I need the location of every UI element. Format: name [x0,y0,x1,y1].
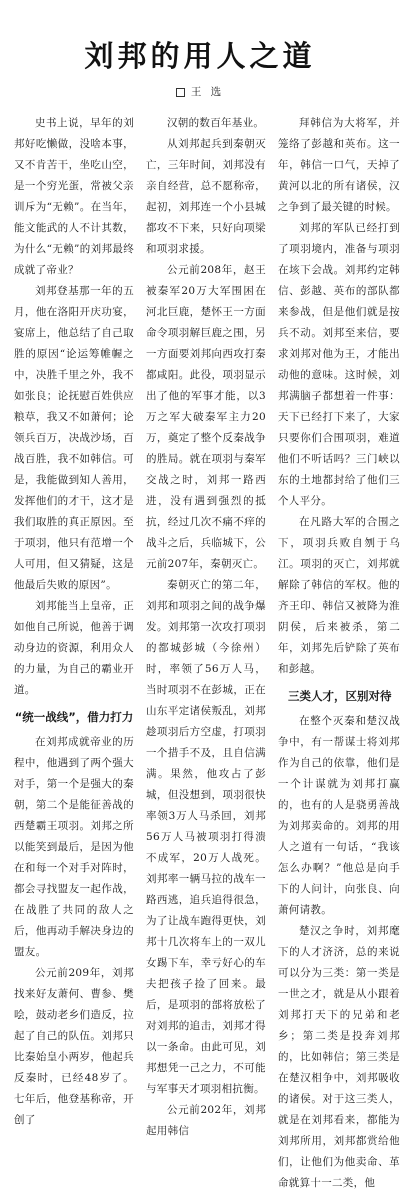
paragraph: 秦朝灭亡的第二年，刘邦和项羽之间的战争爆发。刘邦第一次攻打项羽的都城彭城（今徐州）时，率领了56万人马，当时项羽不在彭城，正在山东平定诸侯叛乱，刘邦趁项羽后方空虚，打项羽一个措手不及，且自信满满。果然，他攻占了彭城，但没想到，项羽很快率领3万人马杀回，刘邦56万人马被项羽打得溃不成军，20万人战死。刘邦率一辆马拉的战车一路西逃，追兵追得很急，为了让战车跑得更快，刘邦十几次将车上的一双儿女踢下车，幸亏好心的车夫把孩子捡了回来。最后，是项羽的部将放松了对刘邦的追击，刘邦才得以一条命。由此可见，刘邦想凭一己之力，不可能与军事天才项羽相抗衡。 [146,579,266,1095]
author-name: 王 选 [190,86,225,98]
paragraph: 从刘邦起兵到秦朝灭亡，三年时间，刘邦没有亲自经营，总不愿称帝，起初，刘邦连一个小县城都攻不下来，只好向项梁和项羽求援。 [146,138,266,255]
paragraph: 刘邦登基那一年的五月，他在洛阳开庆功宴，宴席上，他总结了自己取胜的原因“论运筹帷幄之中，决胜千里之外，我不如张良；论抚慰百姓供应粮草，我又不如萧何；论领兵百万，决战沙场，百战百胜，我不如韩信。可是，我能做到知人善用，发挥他们的才干，这才是我们取胜的真正原因。至于项羽，他只有范增一个人可用，但又猜疑，这是他最后失败的原因”。 [14,285,134,591]
article-column-1 [14,113,134,1131]
paragraph: 汉朝的数百年基业。 [167,117,265,129]
paragraph: 刘邦的军队已经打到了项羽境内，准备与项羽在垓下会战。刘邦约定韩信、彭越、英布的部队都来参战，但是他们就是按兵不动。刘邦至来信，要求刘邦对他为王，才能出动他的意味。这时候，刘邦满脑子都想着一件事：天下已经打下来了，大家只要你们合围项羽，难道他们不听话吗？三门峡以东的土地都封给了他们三个人平分。 [278,222,400,507]
article-title: 刘邦的用人之道 [84,39,316,73]
paragraph: 在整个灭秦和楚汉战争中，有一帮谋士将刘邦作为自己的依靠，他们是一个计谋就为刘邦打赢的，也有的人是骁勇善战为刘邦卖命的。刘邦的用人之道有一句话，“我该怎么办啊？”他总是向手下的人问计，向张良、向萧何请教。 [278,715,400,916]
paragraph: 楚汉之争时，刘邦麾下的人才济济，总的来说可以分为三类：第一类是一世之才，就是从小跟着刘邦打天下的兄弟和老乡；第二类是投奔刘邦的，比如韩信；第三类是在楚汉相争中，刘邦吸收的诸侯。对于这三类人，就是在刘邦看来，都能为刘邦所用，刘邦都赏给他们，让他们为他卖命、革命就算十一二类，他 [278,925,400,1189]
article-column-3 [278,113,400,1194]
paragraph: 在凡路大军的合围之下，项羽兵败自刎于乌江。项羽的灭亡，刘邦就解除了韩信的军权。他的齐王印、韩信又被降为淮阴侯，后来被杀，第二年，刘邦先后铲除了英布和彭越。 [278,516,400,675]
paragraph: 刘邦能当上皇帝，正如他自己所说，他善于调动身边的资源，利用众人的力量，为自己的霸业开道。 [14,600,134,696]
section-heading: 三类人才，区别对待 [288,689,392,703]
paragraph: 公元前209年，刘邦找来好友萧何、曹参、樊哙，鼓动老乡们造反，拉起了自己的队伍。刘邦只比秦始皇小两岁，他起兵反秦时，已经48岁了。七年后，他登基称帝，开创了 [14,967,134,1126]
paragraph: 史书上说，早年的刘邦好吃懒做，没啥本事，又不肯苦干，坐吃山空，是一个穷光蛋，常被父亲训斥为“无赖”。在当年，能文能武的人不计其数，为什么“无赖”的刘邦最终成就了帝业？ [14,117,134,276]
author-box-icon [176,88,185,97]
section-heading: “统一战线”，借力打力 [14,710,134,724]
article-column-2 [146,113,266,1142]
author-line [0,84,400,99]
paragraph: 在刘邦成就帝业的历程中，他遇到了两个强大对手，第一个是强大的秦朝，第二个是能征善战的西楚霸王项羽。刘邦之所以能笑到最后，是因为他在和每一个对手对阵时，都会寻找盟友一起作战，在战胜了共同的敌人之后，他再动手解决身边的盟友。 [14,736,134,958]
paragraph: 拜韩信为大将军，并笼络了彭越和英布。这一年，韩信一口气，天掉了黄河以北的所有诸侯，汉之争到了最关键的时候。 [278,117,400,213]
paragraph: 公元前202年，刘邦起用韩信 [146,1104,266,1137]
paragraph: 公元前208年，赵王被秦军20万大军围困在河北巨鹿，楚怀王一方面命令项羽解巨鹿之围，另一方面要刘邦向西攻打秦都咸阳。此役，项羽显示出了他的军事才能，以3万之军大破秦军主力20万，奠定了整个反秦战争的胜局。就在项羽与秦军交战之时，刘邦一路西进，没有遇到强烈的抵抗，经过几次不痛不痒的战斗之后，兵临城下，公元前207年，秦朝灭亡。 [146,264,266,570]
